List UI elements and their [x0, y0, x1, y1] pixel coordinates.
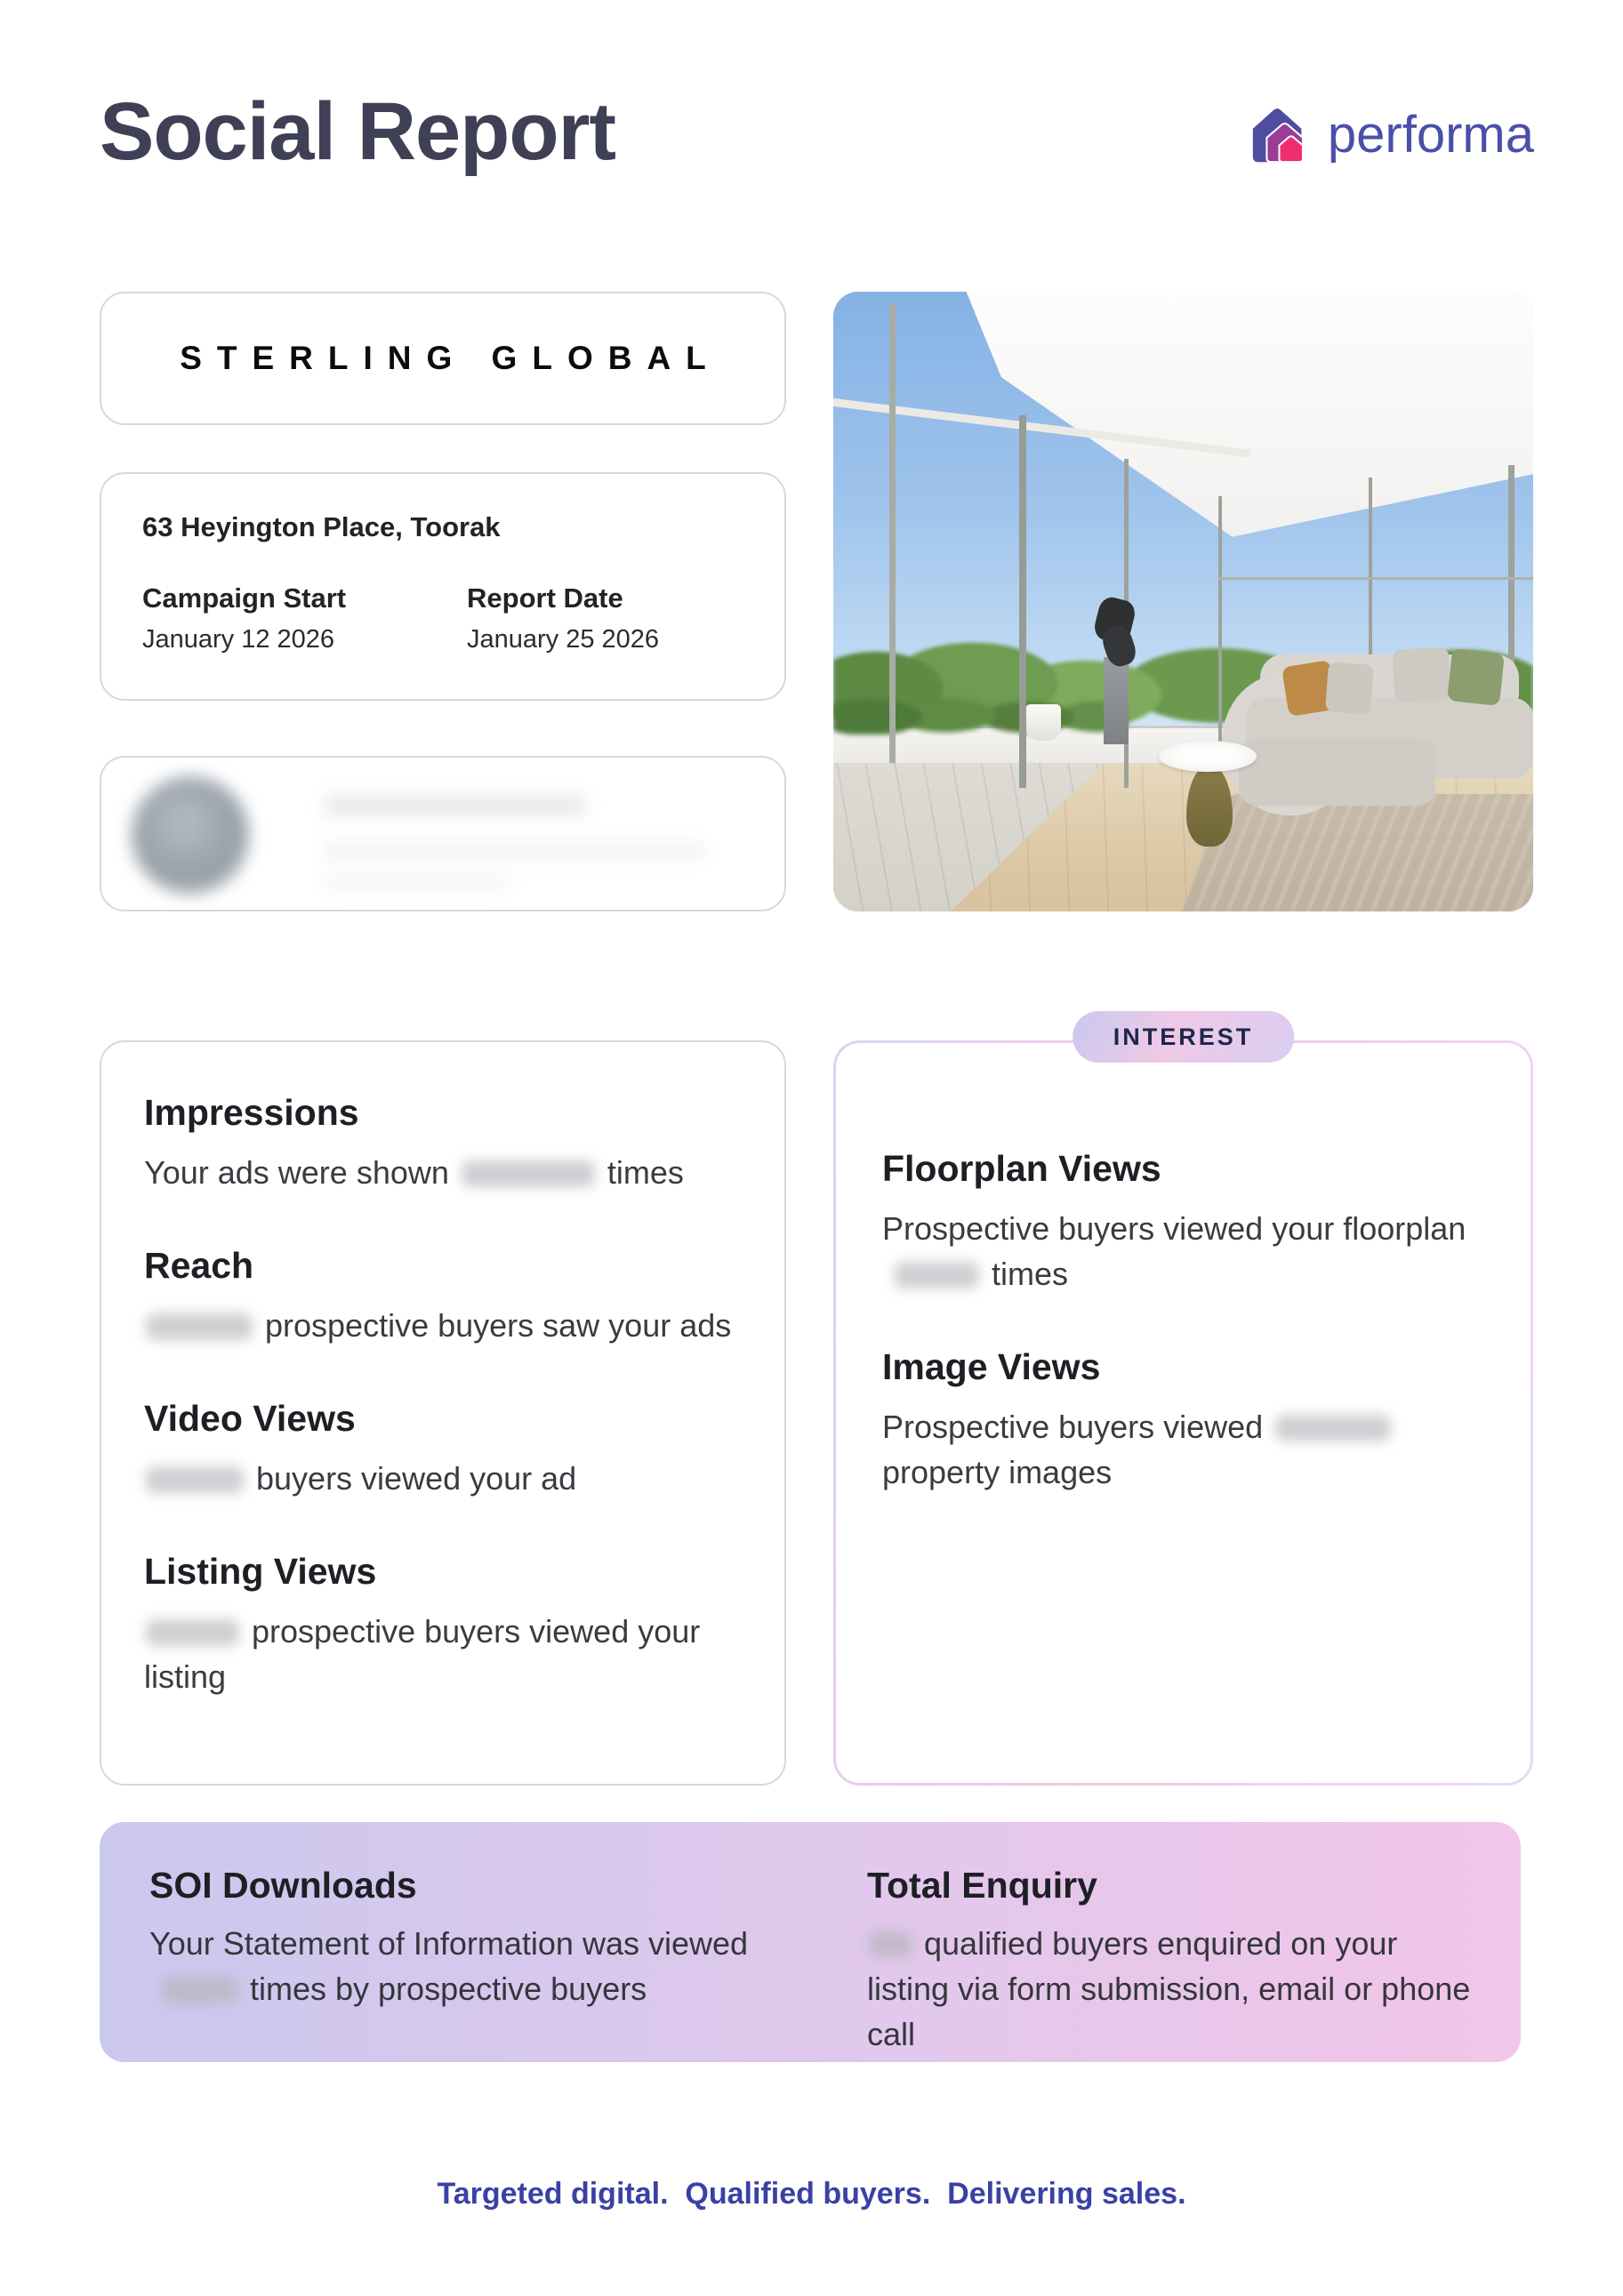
metric-impressions [144, 1092, 742, 1195]
property-photo [833, 292, 1533, 911]
metric-video-views [144, 1398, 742, 1501]
agent-avatar [132, 776, 249, 894]
redacted-value [146, 1313, 253, 1340]
metric-image-views-title: Image Views [882, 1346, 1101, 1388]
awareness-metrics-card [100, 1040, 786, 1786]
conversion-metrics-card [100, 1822, 1521, 2062]
metric-text-after: property images [882, 1454, 1113, 1491]
photo-planter-pot [1025, 704, 1060, 742]
metric-video-views-text [144, 1456, 742, 1501]
photo-glass-frame [889, 304, 896, 763]
interest-card [833, 1023, 1533, 1786]
metric-video-views-title: Video Views [144, 1398, 356, 1440]
interest-card-body [836, 1043, 1531, 1783]
agent-contact-redacted-2 [324, 875, 510, 889]
metric-text-after: buyers viewed your ad [256, 1460, 577, 1497]
redacted-value [146, 1466, 244, 1493]
report-date-block [467, 582, 743, 654]
photo-planter-greenery [833, 692, 1128, 735]
photo-sofa [1239, 738, 1434, 807]
metric-text-after: prospective buyers viewed your listing [144, 1613, 701, 1696]
metric-reach-text [144, 1303, 742, 1348]
metric-impressions-text [144, 1150, 742, 1195]
metric-text-before: Your ads were shown [144, 1154, 449, 1191]
brand-wordmark: performa [1327, 105, 1534, 164]
agency-card [100, 292, 786, 425]
metric-image-views-text [882, 1404, 1484, 1495]
metric-text-after: times [607, 1154, 684, 1191]
brand-logo [1246, 100, 1534, 169]
metric-text-after: times [992, 1256, 1069, 1293]
metric-text-before: Prospective buyers viewed [882, 1409, 1264, 1446]
footer-tagline: Targeted digital. Qualified buyers. Delivering sales. [437, 2177, 1186, 2211]
metric-floorplan-views-text [882, 1206, 1484, 1297]
metric-listing-views [144, 1551, 742, 1699]
redacted-value [869, 1931, 912, 1958]
metric-text-before: Prospective buyers viewed your floorplan [882, 1210, 1466, 1247]
interest-badge [1073, 1011, 1295, 1063]
photo-glass-frame [1218, 496, 1222, 775]
agent-card [100, 756, 786, 911]
photo-cushion [1325, 662, 1374, 714]
photo-cushion [1392, 646, 1450, 702]
redacted-value [895, 1262, 979, 1288]
metric-soi-downloads-title: SOI Downloads [149, 1865, 417, 1906]
campaign-start-label: Campaign Start [142, 582, 347, 614]
campaign-start-value: January 12 2026 [142, 625, 335, 654]
metric-image-views [882, 1346, 1484, 1495]
agent-contact-redacted [324, 843, 706, 859]
metric-floorplan-views-title: Floorplan Views [882, 1148, 1161, 1189]
metric-listing-views-title: Listing Views [144, 1551, 377, 1593]
photo-cushion [1447, 648, 1505, 706]
report-date-label: Report Date [467, 582, 623, 614]
metric-total-enquiry-text [867, 1921, 1471, 2057]
redacted-value [462, 1160, 595, 1187]
metric-total-enquiry [867, 1865, 1471, 2057]
metric-text-after: qualified buyers enquired on your listing via form submission, email or phone call [867, 1925, 1471, 2053]
metric-impressions-title: Impressions [144, 1092, 359, 1133]
metric-soi-downloads-text [149, 1921, 769, 2011]
brand-house-icon [1246, 100, 1315, 169]
listing-address: 63 Heyington Place, Toorak [142, 511, 501, 542]
agent-name-redacted [324, 795, 586, 816]
redacted-value [146, 1619, 239, 1646]
photo-side-table-base [1186, 766, 1232, 847]
metric-text-before: Your Statement of Information was viewed [149, 1925, 749, 1962]
agency-name: STERLING GLOBAL [180, 340, 721, 376]
metric-reach-title: Reach [144, 1245, 254, 1287]
page-title: Social Report [100, 86, 616, 177]
metric-total-enquiry-title: Total Enquiry [867, 1865, 1097, 1906]
interest-badge-label: INTEREST [1113, 1023, 1254, 1050]
metric-floorplan-views [882, 1148, 1484, 1297]
photo-sculpture-pedestal [1104, 657, 1129, 744]
photo-side-table-top [1159, 741, 1257, 772]
metric-listing-views-text [144, 1609, 742, 1699]
listing-dates-grid [142, 582, 743, 654]
photo-glass-transom [1218, 577, 1533, 580]
photo-glass-frame [1019, 415, 1026, 787]
redacted-value [162, 1977, 237, 2003]
redacted-value [1275, 1415, 1391, 1441]
listing-card [100, 472, 786, 701]
metric-text-after: times by prospective buyers [250, 1971, 647, 2008]
metric-soi-downloads [149, 1865, 769, 2057]
report-date-value: January 25 2026 [467, 625, 660, 654]
metric-reach [144, 1245, 742, 1348]
campaign-start-block [142, 582, 467, 654]
metric-text-after: prospective buyers saw your ads [265, 1307, 732, 1345]
